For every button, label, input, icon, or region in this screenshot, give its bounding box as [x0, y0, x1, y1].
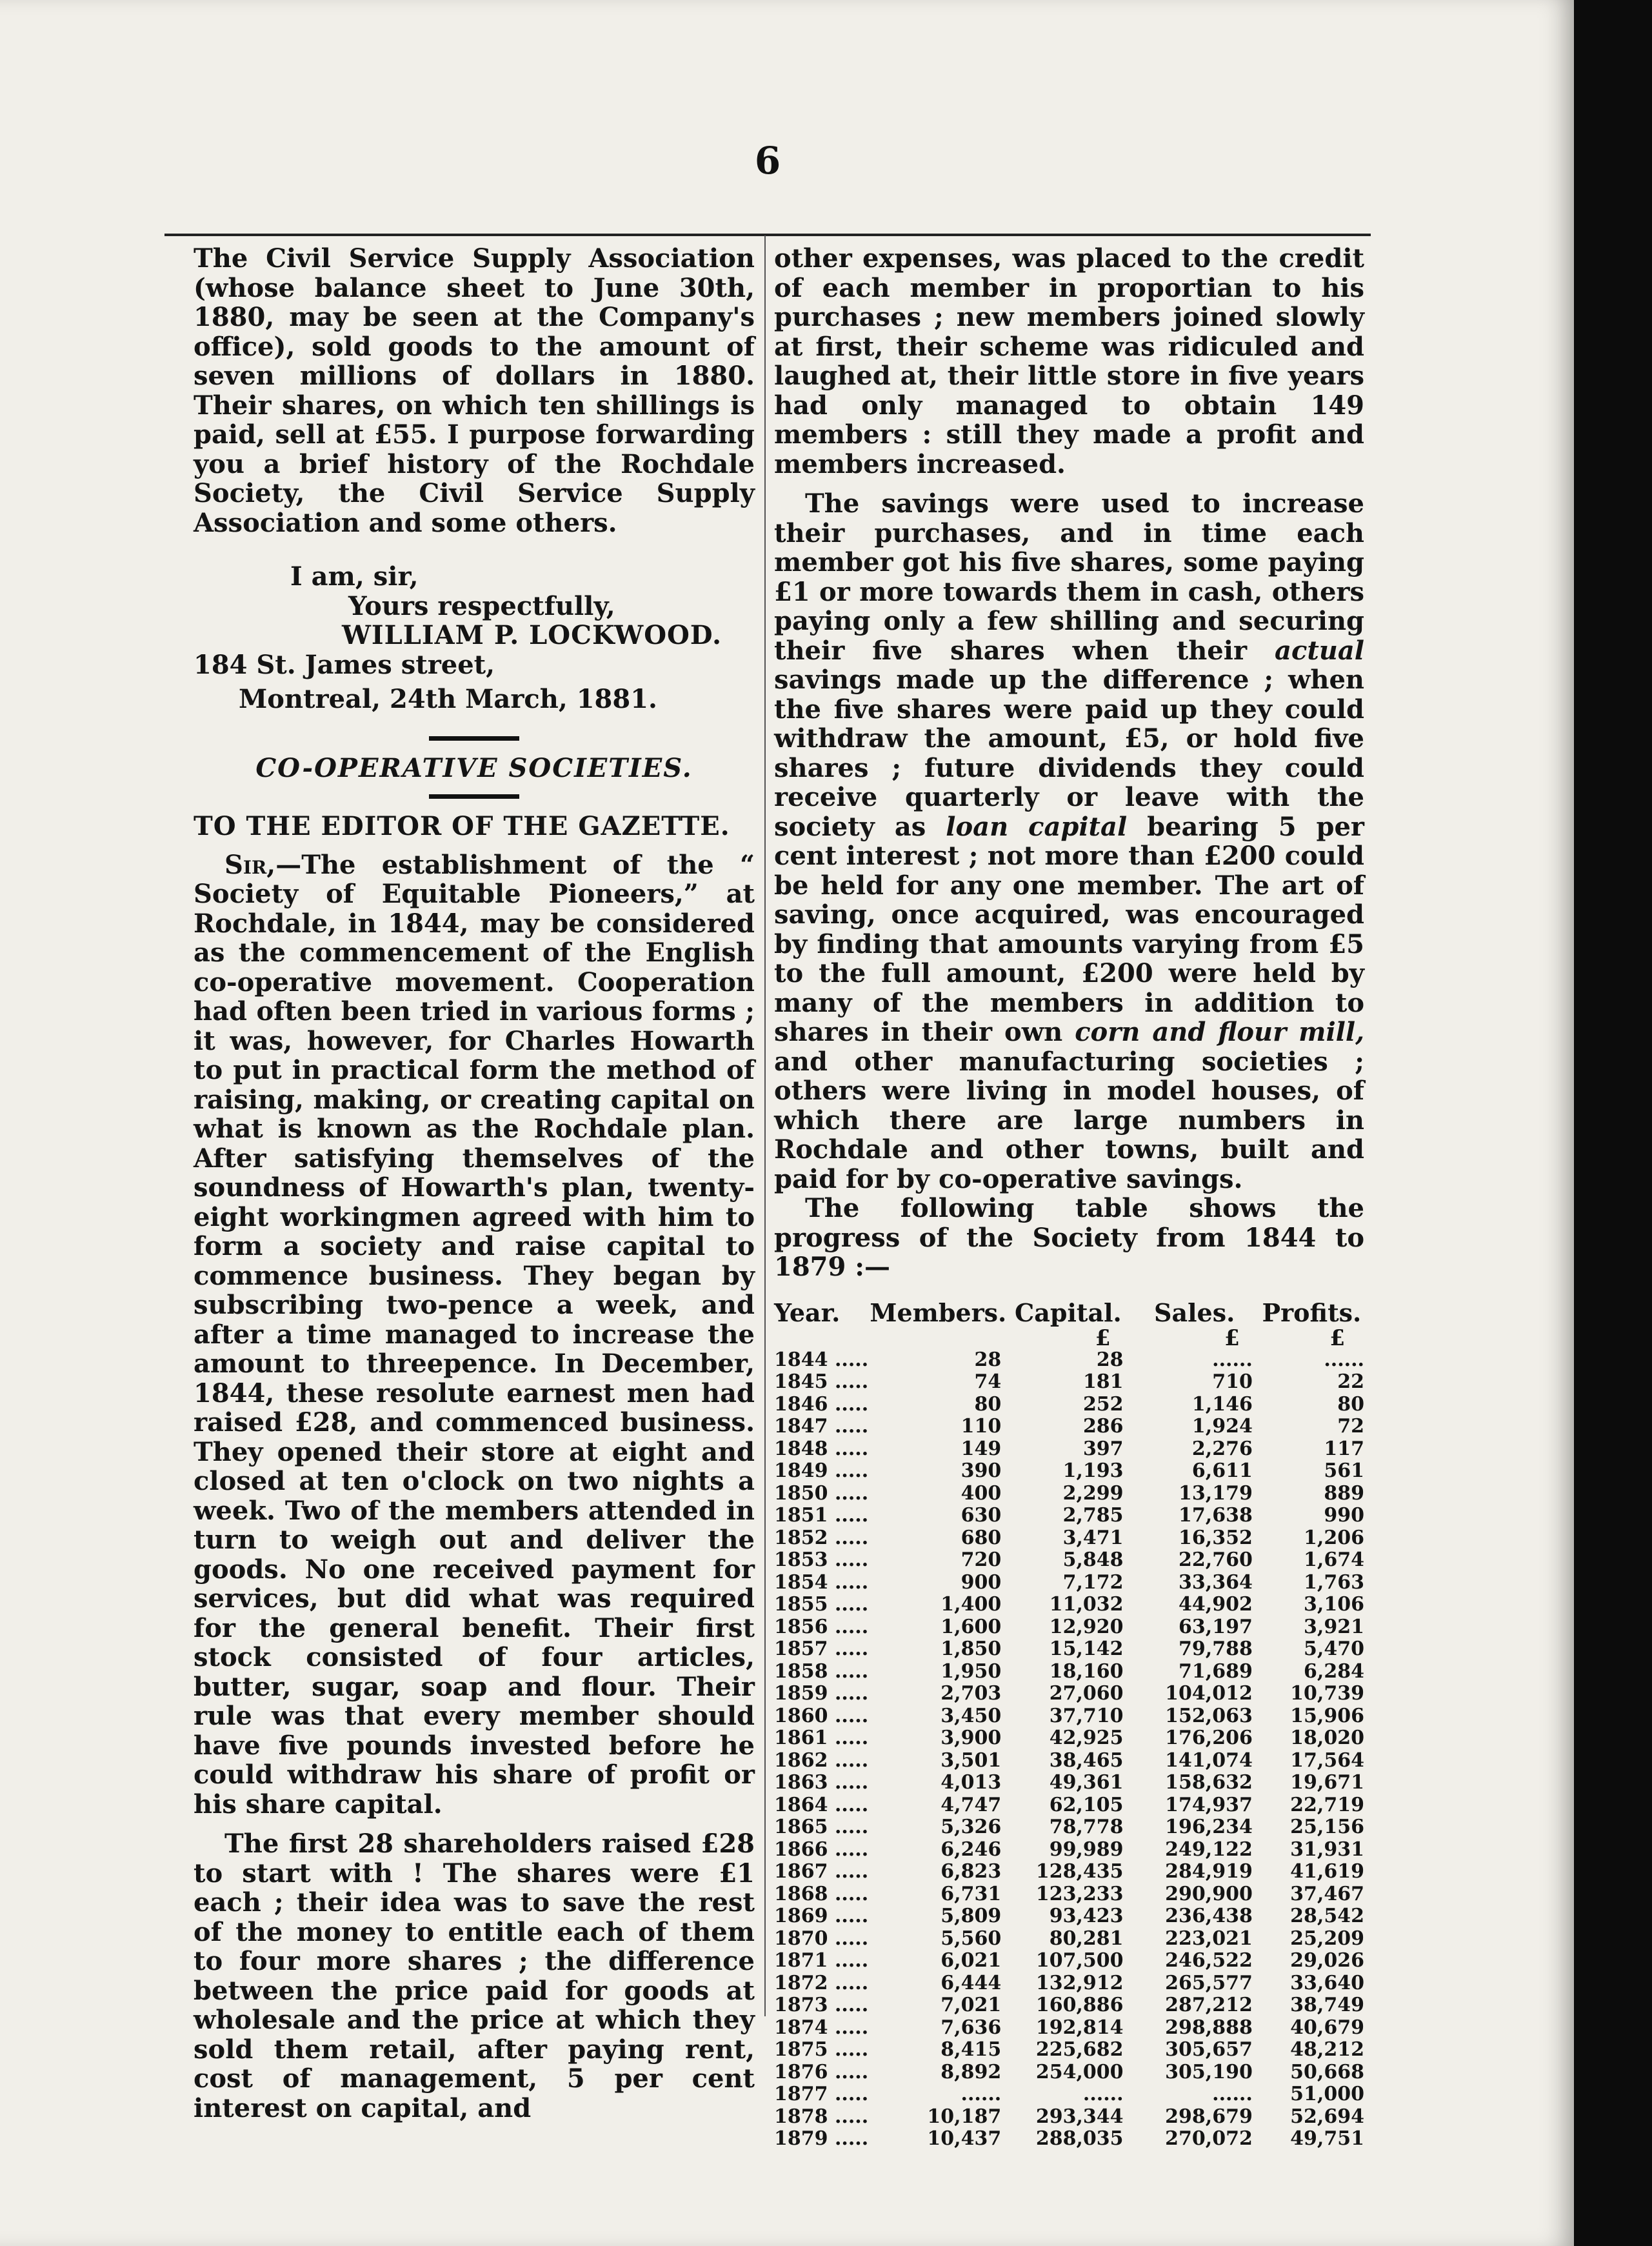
paragraph-text: The savings were used to increase their purchases, and in time each member got his five shares, some paying £1 or more towards them in cash, others paying only a few shilling and securing their five shares when their [774, 488, 1364, 666]
cell-year: 1853 ..... [774, 1549, 869, 1571]
cell-capital: 132,912 [1035, 1971, 1124, 1994]
cell-year: 1850 ..... [774, 1481, 869, 1505]
cell-capital: 15,142 [1049, 1638, 1124, 1660]
unit-sales: £ [1224, 1325, 1240, 1351]
cell-capital: 192,814 [1035, 2016, 1124, 2039]
cell-capital: 12,920 [1049, 1615, 1124, 1638]
cell-profits: 33,640 [1290, 1971, 1364, 1994]
letter-signature: WILLIAM P. LOCKWOOD. [342, 620, 722, 650]
cell-members: 3,900 [940, 1727, 1002, 1749]
header-profits: Profits. [1262, 1298, 1362, 1327]
cell-profits: 49,751 [1290, 2127, 1364, 2150]
table-row [774, 1772, 1364, 1794]
article-paragraph [194, 850, 755, 1820]
cell-sales: 284,919 [1165, 1860, 1253, 1883]
cell-year: 1871 ..... [774, 1949, 869, 1972]
cell-sales: 287,212 [1165, 1994, 1253, 2016]
cell-capital: 42,925 [1049, 1727, 1124, 1749]
cell-profits: 50,668 [1290, 2060, 1364, 2083]
cell-year: 1854 ..... [774, 1570, 869, 1594]
cell-sales: 249,122 [1165, 1838, 1253, 1861]
table-row [774, 1905, 1364, 1928]
table-row [774, 1505, 1364, 1527]
cell-capital: 397 [1082, 1437, 1124, 1460]
cell-sales: 236,438 [1165, 1905, 1253, 1927]
cell-year: 1867 ..... [774, 1860, 869, 1883]
cell-members: 680 [960, 1526, 1002, 1549]
cell-year: 1857 ..... [774, 1638, 869, 1660]
table-row [774, 2017, 1364, 2040]
cell-profits: 37,467 [1290, 1882, 1364, 1905]
cell-capital: 49,361 [1049, 1771, 1124, 1794]
cell-year: 1858 ..... [774, 1659, 869, 1683]
cell-profits: 561 [1324, 1459, 1364, 1482]
cell-sales: 290,900 [1165, 1882, 1253, 1905]
table-row [774, 2128, 1364, 2151]
paragraph-text: and other manufacturing societies ; others were living in model houses, of which there are large numbers in Rochdale and other towns, built and paid for by co-operative savings. [774, 1046, 1364, 1194]
cell-capital: 107,500 [1035, 1949, 1124, 1972]
cell-capital: 7,172 [1062, 1570, 1124, 1594]
cell-members: 1,600 [940, 1615, 1002, 1638]
cell-year: 1875 ..... [774, 2038, 869, 2061]
table-row [774, 1638, 1364, 1661]
cell-members: 7,636 [940, 2016, 1002, 2039]
cell-profits: 117 [1324, 1437, 1364, 1460]
cell-members: 900 [960, 1570, 1002, 1594]
cell-capital: 1,193 [1062, 1459, 1124, 1482]
cell-profits: 1,206 [1304, 1526, 1364, 1549]
page-number: 6 [754, 139, 781, 183]
separator-rule [429, 794, 519, 799]
cell-sales: 298,888 [1165, 2016, 1253, 2039]
cell-members: 400 [960, 1481, 1002, 1505]
cell-members: 28 [974, 1348, 1002, 1371]
table-row [774, 1661, 1364, 1683]
cell-capital: 225,682 [1035, 2038, 1124, 2061]
cell-sales: 265,577 [1165, 1971, 1253, 1994]
italic-text: loan capital [946, 811, 1128, 842]
cell-year: 1856 ..... [774, 1615, 869, 1638]
cell-profits: 51,000 [1290, 2083, 1364, 2105]
cell-sales: 196,234 [1165, 1816, 1253, 1838]
cell-members: 630 [960, 1504, 1002, 1527]
sir-opening: Sir, [224, 849, 276, 880]
cell-members: 720 [960, 1549, 1002, 1571]
right-column [774, 244, 1364, 2151]
table-row [774, 1750, 1364, 1772]
cell-capital: 37,710 [1049, 1704, 1124, 1727]
top-rule-right [526, 234, 1371, 236]
cell-profits: 889 [1324, 1481, 1364, 1505]
cell-capital: 293,344 [1035, 2105, 1124, 2128]
article-paragraph: The first 28 shareholders raised £28 to start with ! The shares were £1 each ; their idea was to save the rest of the money to entitle each of them to four more shares ; the difference between the price paid for goods at wholesale and the price at which they sold them retail, after paying rent, cost of management, 5 per cent interest on capital, and [194, 1829, 755, 2123]
cell-capital: 254,000 [1035, 2060, 1124, 2083]
cell-sales: ...... [1212, 2083, 1253, 2105]
letter-address: 184 St. James street, [194, 649, 495, 680]
cell-members: 6,246 [940, 1838, 1002, 1861]
cell-year: 1859 ..... [774, 1682, 869, 1705]
cell-sales: 16,352 [1179, 1526, 1253, 1549]
cell-members: 390 [960, 1459, 1002, 1482]
cell-year: 1873 ..... [774, 1994, 869, 2016]
cell-year: 1869 ..... [774, 1905, 869, 1927]
separator-rule [429, 736, 519, 741]
cell-year: 1852 ..... [774, 1526, 869, 1549]
cell-profits: 28,542 [1290, 1905, 1364, 1927]
table-row [774, 1683, 1364, 1705]
table-unit-row [774, 1327, 1364, 1349]
cell-year: 1863 ..... [774, 1771, 869, 1794]
table-row [774, 1861, 1364, 1883]
cell-sales: 13,179 [1179, 1481, 1253, 1505]
cell-members: 3,450 [940, 1704, 1002, 1727]
table-row [774, 1483, 1364, 1505]
italic-text: corn and flour mill, [1075, 1017, 1364, 1047]
cell-capital: 28 [1096, 1348, 1124, 1371]
cell-members: 1,400 [940, 1593, 1002, 1616]
column-divider [764, 236, 766, 2016]
letter-date: Montreal, 24th March, 1881. [239, 684, 657, 714]
cell-sales: 298,679 [1165, 2105, 1253, 2128]
cell-members: 6,823 [940, 1860, 1002, 1883]
table-row [774, 1594, 1364, 1616]
cell-members: 80 [974, 1392, 1002, 1416]
cell-profits: 3,921 [1304, 1615, 1364, 1638]
table-row [774, 2039, 1364, 2061]
cell-sales: 158,632 [1165, 1771, 1253, 1794]
cell-year: 1845 ..... [774, 1370, 869, 1393]
cell-members: 10,187 [927, 2105, 1002, 2128]
cell-profits: 41,619 [1290, 1860, 1364, 1883]
cell-sales: 174,937 [1165, 1793, 1253, 1816]
table-row [774, 1928, 1364, 1950]
cell-capital: 78,778 [1049, 1816, 1124, 1838]
table-row [774, 1816, 1364, 1839]
table-row [774, 1527, 1364, 1550]
table-body [774, 1349, 1364, 2151]
cell-profits: 31,931 [1290, 1838, 1364, 1861]
cell-profits: 29,026 [1290, 1949, 1364, 1972]
cell-profits: 25,209 [1290, 1927, 1364, 1950]
cell-members: 5,560 [940, 1927, 1002, 1950]
cell-sales: 33,364 [1179, 1570, 1253, 1594]
table-row [774, 1572, 1364, 1594]
cell-capital: 123,233 [1035, 1882, 1124, 1905]
cell-capital: 160,886 [1035, 1994, 1124, 2016]
table-row [774, 1972, 1364, 1995]
cell-profits: 19,671 [1290, 1771, 1364, 1794]
cell-profits: 6,284 [1304, 1659, 1364, 1683]
cell-profits: 5,470 [1304, 1638, 1364, 1660]
cell-sales: 305,190 [1165, 2060, 1253, 2083]
cell-year: 1876 ..... [774, 2060, 869, 2083]
table-row [774, 1727, 1364, 1750]
table-row [774, 1460, 1364, 1483]
cell-year: 1877 ..... [774, 2083, 869, 2105]
cell-members: 4,013 [940, 1771, 1002, 1794]
progress-table [774, 1299, 1364, 2151]
cell-year: 1864 ..... [774, 1793, 869, 1816]
article-paragraph-continued: other expenses, was placed to the credit of each member in proportian to his purchases ; new members joined slowly at first, their scheme was ridiculed and laughed at, their little store in five years had only managed to obtain 149 members : still they made a profit and members increased. [774, 243, 1364, 479]
unit-capital: £ [1095, 1325, 1111, 1351]
cell-year: 1862 ..... [774, 1749, 869, 1772]
cell-sales: 152,063 [1165, 1704, 1253, 1727]
cell-year: 1851 ..... [774, 1504, 869, 1527]
cell-sales: 44,902 [1179, 1593, 1253, 1616]
cell-year: 1861 ..... [774, 1727, 869, 1749]
cell-sales: 71,689 [1179, 1659, 1253, 1683]
cell-profits: 22 [1337, 1370, 1364, 1393]
cell-capital: 128,435 [1035, 1860, 1124, 1883]
cell-profits: 52,694 [1290, 2105, 1364, 2128]
cell-profits: 10,739 [1290, 1682, 1364, 1705]
cell-capital: 5,848 [1062, 1549, 1124, 1571]
cell-year: 1870 ..... [774, 1927, 869, 1950]
cell-capital: 80,281 [1049, 1927, 1124, 1950]
cell-capital: 18,160 [1049, 1659, 1124, 1683]
cell-year: 1868 ..... [774, 1882, 869, 1905]
top-rule-left [164, 234, 526, 236]
cell-sales: 141,074 [1165, 1749, 1253, 1772]
paragraph-text: bearing 5 per cent interest ; not more than £200 could be held for any one member. The art of saving, once acquired, was encouraged by finding that amounts varying from £5 to the full amount, £200 were held by many of the members in addition to shares in their own [774, 811, 1364, 1047]
table-row [774, 2061, 1364, 2084]
cell-profits: 22,719 [1290, 1793, 1364, 1816]
cell-sales: 710 [1212, 1370, 1253, 1393]
cell-year: 1866 ..... [774, 1838, 869, 1861]
header-members: Members. [870, 1298, 1007, 1327]
cell-profits: 48,212 [1290, 2038, 1364, 2061]
cell-members: 4,747 [940, 1793, 1002, 1816]
cell-sales: 176,206 [1165, 1727, 1253, 1749]
cell-profits: 72 [1337, 1415, 1364, 1438]
cell-members: 10,437 [927, 2127, 1002, 2150]
table-row [774, 1950, 1364, 1972]
cell-sales: 305,657 [1165, 2038, 1253, 2061]
paragraph-text: savings made up the difference ; when the five shares were paid up they could withdraw the amount, £5, or hold five shares ; future dividends they could receive quarterly or leave with the society as [774, 665, 1364, 842]
cell-profits: 15,906 [1290, 1704, 1364, 1727]
cell-members: ...... [960, 2083, 1002, 2105]
cell-profits: 25,156 [1290, 1816, 1364, 1838]
table-row [774, 1794, 1364, 1817]
cell-capital: 2,299 [1062, 1481, 1124, 1505]
table-row [774, 1349, 1364, 1372]
cell-year: 1878 ..... [774, 2105, 869, 2128]
cell-sales: 2,276 [1191, 1437, 1253, 1460]
cell-capital: 99,989 [1049, 1838, 1124, 1861]
cell-capital: 288,035 [1035, 2127, 1124, 2150]
cell-sales: 63,197 [1179, 1615, 1253, 1638]
cell-year: 1848 ..... [774, 1437, 869, 1460]
cell-members: 1,950 [940, 1659, 1002, 1683]
cell-profits: 18,020 [1290, 1727, 1364, 1749]
cell-year: 1879 ..... [774, 2127, 869, 2150]
cell-capital: 3,471 [1062, 1526, 1124, 1549]
table-row [774, 1883, 1364, 1906]
table-row [774, 1616, 1364, 1639]
cell-year: 1860 ..... [774, 1704, 869, 1727]
cell-members: 6,444 [940, 1971, 1002, 1994]
cell-members: 74 [974, 1370, 1002, 1393]
cell-profits: 38,749 [1290, 1994, 1364, 2016]
paragraph-text: —The establishment of the “ Society of Equitable Pioneers,” at Rochdale, in 1844, may be considered as the commencement of the English co-operative movement. Cooperation had often been tried in various forms ; it was, however, for Charles Howarth to put in practical form the method of raising, making, or creating capital on what is known as the Rochdale plan. After satisfying themselves of the soundness of Howarth's plan, twenty-eight workingmen agreed with him to form a society and raise capital to commence business. They began by subscribing two-pence a week, and after a time managed to increase the amount to threepence. In December, 1844, these resolute earnest men had raised £28, and commenced business. They opened their store at eight and closed at ten o'clock on two nights a week. Two of the members attended in turn to weigh out and deliver the goods. No one received payment for services, but did what was required for the general benefit. Their first stock consisted of four articles, butter, sugar, soap and flour. Their rule was that every member should have five pounds invested before he could withdraw his share of profit or his share capital. [194, 849, 755, 1820]
cell-capital: ...... [1082, 2083, 1124, 2105]
table-row [774, 1549, 1364, 1572]
cell-year: 1855 ..... [774, 1593, 869, 1616]
cell-year: 1846 ..... [774, 1392, 869, 1416]
cell-year: 1872 ..... [774, 1971, 869, 1994]
cell-sales: 1,924 [1191, 1415, 1253, 1438]
cell-profits: 3,106 [1304, 1593, 1364, 1616]
cell-members: 149 [960, 1437, 1002, 1460]
cell-sales: 22,760 [1179, 1549, 1253, 1571]
cell-profits: 80 [1337, 1392, 1364, 1416]
cell-year: 1874 ..... [774, 2016, 869, 2039]
cell-profits: 990 [1324, 1504, 1364, 1527]
cell-members: 6,731 [940, 1882, 1002, 1905]
letter-salutation: I am, sir, [290, 561, 419, 592]
cell-sales: 246,522 [1165, 1949, 1253, 1972]
cell-profits: 40,679 [1290, 2016, 1364, 2039]
cell-sales: 1,146 [1191, 1392, 1253, 1416]
cell-sales: 270,072 [1165, 2127, 1253, 2150]
table-row [774, 1394, 1364, 1416]
cell-capital: 2,785 [1062, 1504, 1124, 1527]
cell-sales: 223,021 [1165, 1927, 1253, 1950]
cell-members: 7,021 [940, 1994, 1002, 2016]
cell-members: 6,021 [940, 1949, 1002, 1972]
cell-members: 8,892 [940, 2060, 1002, 2083]
letter-closing: Yours respectfully, [348, 590, 615, 621]
table-row [774, 1416, 1364, 1438]
cell-year: 1865 ..... [774, 1816, 869, 1838]
cell-capital: 38,465 [1049, 1749, 1124, 1772]
cell-profits: 1,763 [1304, 1570, 1364, 1594]
cell-sales: 6,611 [1191, 1459, 1253, 1482]
cell-capital: 252 [1082, 1392, 1124, 1416]
table-row [774, 1371, 1364, 1394]
table-intro: The following table shows the progress of the Society from 1844 to 1879 :— [774, 1193, 1364, 1282]
cell-members: 5,326 [940, 1816, 1002, 1838]
table-row [774, 1994, 1364, 2017]
header-year: Year. [774, 1298, 841, 1327]
cell-members: 5,809 [940, 1905, 1002, 1927]
cell-members: 110 [960, 1415, 1002, 1438]
cell-profits: 17,564 [1290, 1749, 1364, 1772]
article-paragraph [774, 489, 1364, 1194]
cell-sales: 79,788 [1179, 1638, 1253, 1660]
table-header-row [774, 1299, 1364, 1327]
cell-members: 2,703 [940, 1682, 1002, 1705]
cell-capital: 11,032 [1049, 1593, 1124, 1616]
cell-year: 1849 ..... [774, 1459, 869, 1482]
cell-capital: 286 [1082, 1415, 1124, 1438]
table-row [774, 1438, 1364, 1461]
table-row [774, 1705, 1364, 1728]
cell-sales: 104,012 [1165, 1682, 1253, 1705]
cell-capital: 27,060 [1049, 1682, 1124, 1705]
cell-capital: 62,105 [1049, 1793, 1124, 1816]
header-capital: Capital. [1015, 1298, 1122, 1327]
cell-capital: 181 [1082, 1370, 1124, 1393]
cell-profits: 1,674 [1304, 1549, 1364, 1571]
table-row [774, 1839, 1364, 1861]
cell-sales: ...... [1212, 1348, 1253, 1371]
cell-profits: ...... [1324, 1348, 1364, 1371]
cell-sales: 17,638 [1179, 1504, 1253, 1527]
italic-text: actual [1275, 635, 1364, 666]
cell-members: 1,850 [940, 1638, 1002, 1660]
header-sales: Sales. [1154, 1298, 1235, 1327]
table-row [774, 2083, 1364, 2106]
article-heading: CO-OPERATIVE SOCIETIES. [255, 752, 693, 783]
cell-members: 3,501 [940, 1749, 1002, 1772]
addressee-line: TO THE EDITOR OF THE GAZETTE. [194, 811, 730, 841]
table-row [774, 2106, 1364, 2129]
letter-end-paragraph: The Civil Service Supply Association (whose balance sheet to June 30th, 1880, may be seen at the Company's office), sold goods to the amount of seven millions of dollars in 1880. Their shares, on which ten shillings is paid, sell at £55. I purpose forwarding you a brief history of the Rochdale Society, the Civil Service Supply Association and some others. [194, 243, 755, 538]
cell-year: 1844 ..... [774, 1348, 869, 1371]
cell-members: 8,415 [940, 2038, 1002, 2061]
cell-year: 1847 ..... [774, 1415, 869, 1438]
cell-capital: 93,423 [1049, 1905, 1124, 1927]
unit-profits: £ [1329, 1325, 1345, 1351]
left-column [194, 244, 755, 2123]
